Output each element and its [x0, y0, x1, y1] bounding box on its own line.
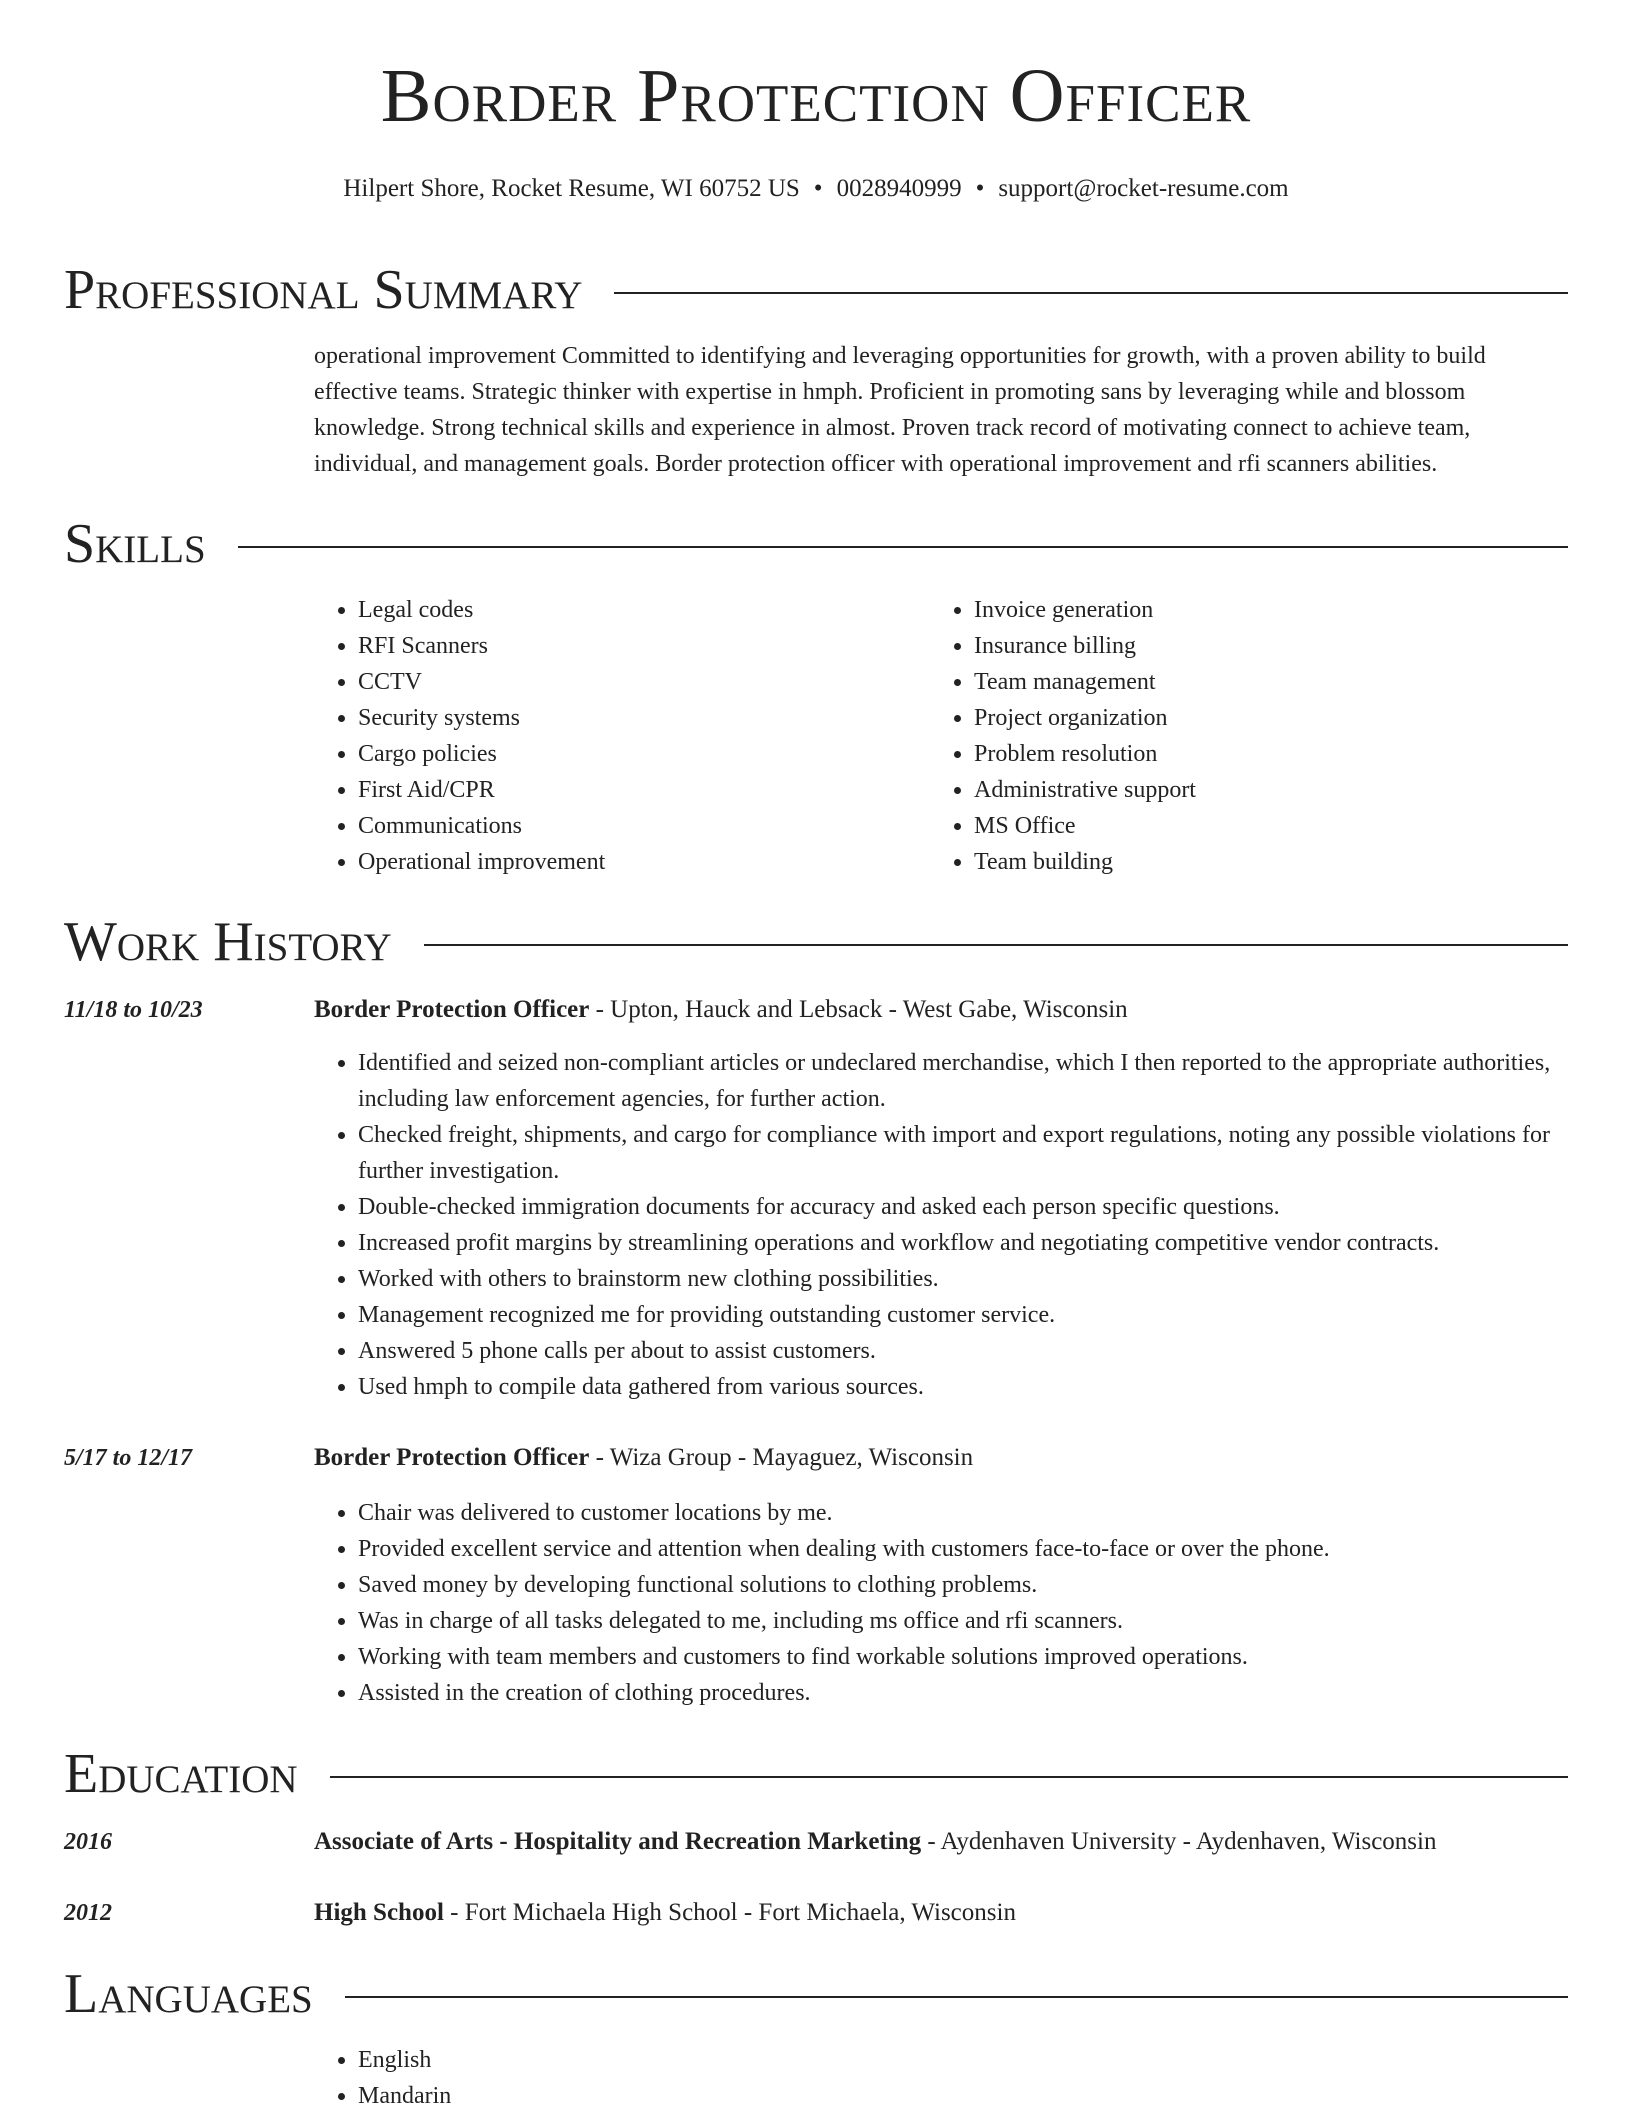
job-duties	[314, 1045, 1568, 1405]
language-item: • English	[358, 2042, 451, 2078]
skill-item: • CCTV	[358, 664, 930, 700]
job-heading	[314, 992, 1568, 1028]
school: - Aydenhaven University - Aydenhaven, Wisconsin	[921, 1828, 1437, 1855]
language-item: • Mandarin	[358, 2078, 451, 2114]
skill-item: • Administrative support	[974, 772, 1546, 808]
section-title: Languages	[64, 1963, 313, 2025]
education-year: 2016	[64, 1829, 112, 1855]
languages-section-header	[64, 1963, 1568, 2025]
section-title: Skills	[64, 513, 206, 575]
duty-item: • Worked with others to brainstorm new clothing possibilities.	[358, 1261, 1568, 1297]
duty-item: • Double-checked immigration documents for accuracy and asked each person specific questions.	[358, 1189, 1568, 1225]
skills-section-header	[64, 513, 1568, 575]
school: - Fort Michaela High School - Fort Michaela, Wisconsin	[443, 1899, 1016, 1926]
email: support@rocket-resume.com	[998, 175, 1289, 202]
duty-item: • Chair was delivered to customer locations by me.	[358, 1495, 1568, 1531]
section-divider	[614, 292, 1568, 294]
duty-item: • Increased profit margins by streamlining operations and workflow and negotiating competitive vendor contracts.	[358, 1225, 1568, 1261]
duty-item: • Answered 5 phone calls per about to assist customers.	[358, 1333, 1568, 1369]
job-title: Border Protection Officer	[314, 1444, 590, 1471]
job-employer: - Wiza Group - Mayaguez, Wisconsin	[589, 1444, 974, 1471]
phone: 0028940999	[836, 175, 962, 202]
duty-item: • Provided excellent service and attention when dealing with customers face-to-face or over the phone.	[358, 1531, 1568, 1567]
duty-item: • Identified and seized non-compliant articles or undeclared merchandise, which I then reported to the appropriate authorities, including law enforcement agencies, for further action.	[358, 1045, 1568, 1117]
duty-item: • Management recognized me for providing outstanding customer service.	[358, 1297, 1568, 1333]
duty-item: • Was in charge of all tasks delegated to me, including ms office and rfi scanners.	[358, 1603, 1568, 1639]
section-divider	[345, 1996, 1568, 1998]
job-employer: - Upton, Hauck and Lebsack - West Gabe, Wisconsin	[589, 996, 1128, 1023]
job-heading	[314, 1440, 1568, 1476]
section-title: Education	[64, 1743, 298, 1805]
skill-item: • Insurance billing	[974, 628, 1546, 664]
section-divider	[238, 546, 1568, 548]
skill-item: • MS Office	[974, 808, 1546, 844]
skill-item: • Cargo policies	[358, 736, 930, 772]
address: Hilpert Shore, Rocket Resume, WI 60752 US	[343, 175, 800, 202]
skill-item: • Legal codes	[358, 592, 930, 628]
skill-item: • Operational improvement	[358, 844, 930, 880]
skill-item: • Problem resolution	[974, 736, 1546, 772]
skill-item: • Security systems	[358, 700, 930, 736]
duty-item: • Saved money by developing functional solutions to clothing problems.	[358, 1567, 1568, 1603]
degree: High School	[314, 1899, 444, 1926]
job-dates: 11/18 to 10/23	[64, 997, 203, 1023]
skill-item: • Team management	[974, 664, 1546, 700]
duty-item: • Assisted in the creation of clothing procedures.	[358, 1675, 1568, 1711]
skills-column-right	[930, 592, 1546, 880]
education-year: 2012	[64, 1900, 112, 1926]
languages-list	[314, 2042, 451, 2114]
duty-item: • Used hmph to compile data gathered from various sources.	[358, 1369, 1568, 1405]
education-section-header	[64, 1743, 1568, 1805]
skill-item: • First Aid/CPR	[358, 772, 930, 808]
section-title: Work History	[64, 911, 392, 973]
summary-section-header	[64, 259, 1568, 321]
education-heading	[314, 1824, 1568, 1860]
skill-item: • Project organization	[974, 700, 1546, 736]
skill-item: • Team building	[974, 844, 1546, 880]
skill-item: • RFI Scanners	[358, 628, 930, 664]
degree: Associate of Arts - Hospitality and Recreation Marketing	[314, 1828, 922, 1855]
education-heading	[314, 1895, 1568, 1931]
duty-item: • Checked freight, shipments, and cargo for compliance with import and export regulations, noting any possible violations for further investigation.	[358, 1117, 1568, 1189]
skills-list	[314, 592, 1568, 880]
separator: •	[813, 175, 823, 202]
summary-text: operational improvement Committed to identifying and leveraging opportunities for growth, with a proven ability to build effective teams. Strategic thinker with expertise in hmph. Proficient in promoting sans by leveraging while and blossom knowledge. Strong technical skills and experience in almost. Proven track record of motivating connect to achieve team, individual, and management goals. Border protection officer with operational improvement and rfi scanners abilities.	[314, 343, 1486, 477]
job-dates: 5/17 to 12/17	[64, 1445, 193, 1471]
resume-name: Border Protection Officer	[380, 54, 1252, 138]
separator: •	[975, 175, 985, 202]
skills-column-left	[314, 592, 930, 880]
job-title: Border Protection Officer	[314, 996, 590, 1023]
duty-item: • Working with team members and customers to find workable solutions improved operations.	[358, 1639, 1568, 1675]
skill-item: • Communications	[358, 808, 930, 844]
job-duties	[314, 1495, 1568, 1711]
skill-item: • Invoice generation	[974, 592, 1546, 628]
work-section-header	[64, 911, 1568, 973]
section-title: Professional Summary	[64, 259, 583, 321]
contact-line	[0, 174, 1632, 204]
section-divider	[330, 1776, 1568, 1778]
section-divider	[424, 944, 1568, 946]
